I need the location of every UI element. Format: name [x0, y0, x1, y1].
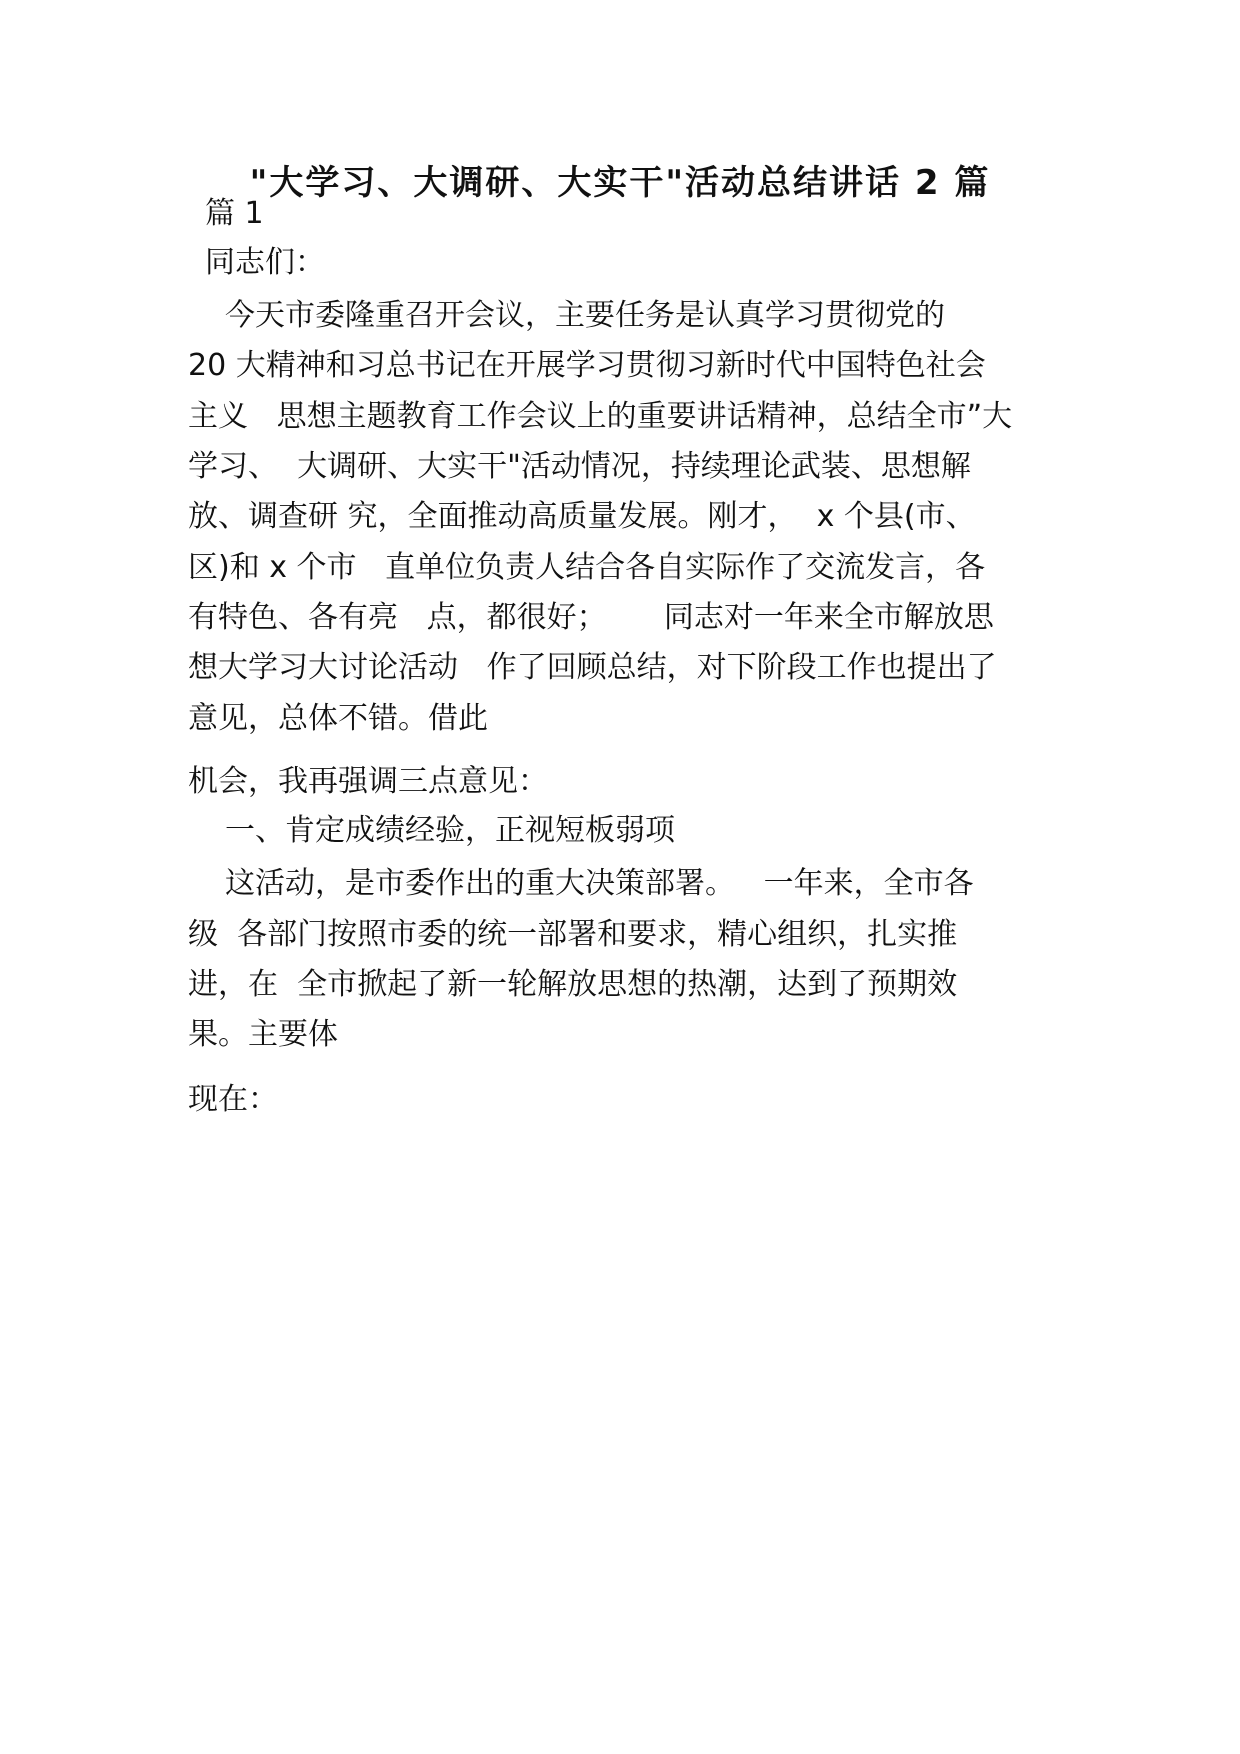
section-heading: 一、肯定成绩经验，正视短板弱项	[225, 813, 675, 848]
body-line: 这活动，是市委作出的重大决策部署。 一年来，全市各	[225, 866, 974, 901]
section-label: 篇 1	[205, 196, 264, 231]
body-line: 现在：	[188, 1082, 278, 1117]
salutation: 同志们：	[205, 245, 325, 280]
body-line: 意见，总体不错。借此	[188, 701, 488, 736]
body-line: 果。主要体	[188, 1017, 338, 1052]
body-line: 今天市委隆重召开会议，主要任务是认真学习贯彻党的	[225, 298, 945, 333]
document-title: "大学习、大调研、大实干"活动总结讲话 2 篇	[249, 163, 991, 203]
body-line: 想大学习大讨论活动 作了回顾总结，对下阶段工作也提出了	[188, 650, 997, 685]
body-line: 主义 思想主题教育工作会议上的重要讲话精神，总结全市”大	[188, 399, 1013, 434]
body-line: 进，在 全市掀起了新一轮解放思想的热潮，达到了预期效	[188, 967, 958, 1002]
body-line: 放、调查研 究，全面推动高质量发展。刚才， x 个县(市、	[188, 499, 976, 534]
body-line: 区)和 x 个市 直单位负责人结合各自实际作了交流发言，各	[188, 550, 986, 585]
body-line: 级 各部门按照市委的统一部署和要求，精心组织，扎实推	[188, 917, 958, 952]
body-line: 学习、 大调研、大实干"活动情况，持续理论武装、思想解	[188, 449, 971, 484]
body-line: 20 大精神和习总书记在开展学习贯彻习新时代中国特色社会	[188, 348, 986, 383]
body-line: 有特色、各有亮 点，都很好； 同志对一年来全市解放思	[188, 600, 994, 635]
body-line: 机会，我再强调三点意见：	[188, 764, 548, 799]
